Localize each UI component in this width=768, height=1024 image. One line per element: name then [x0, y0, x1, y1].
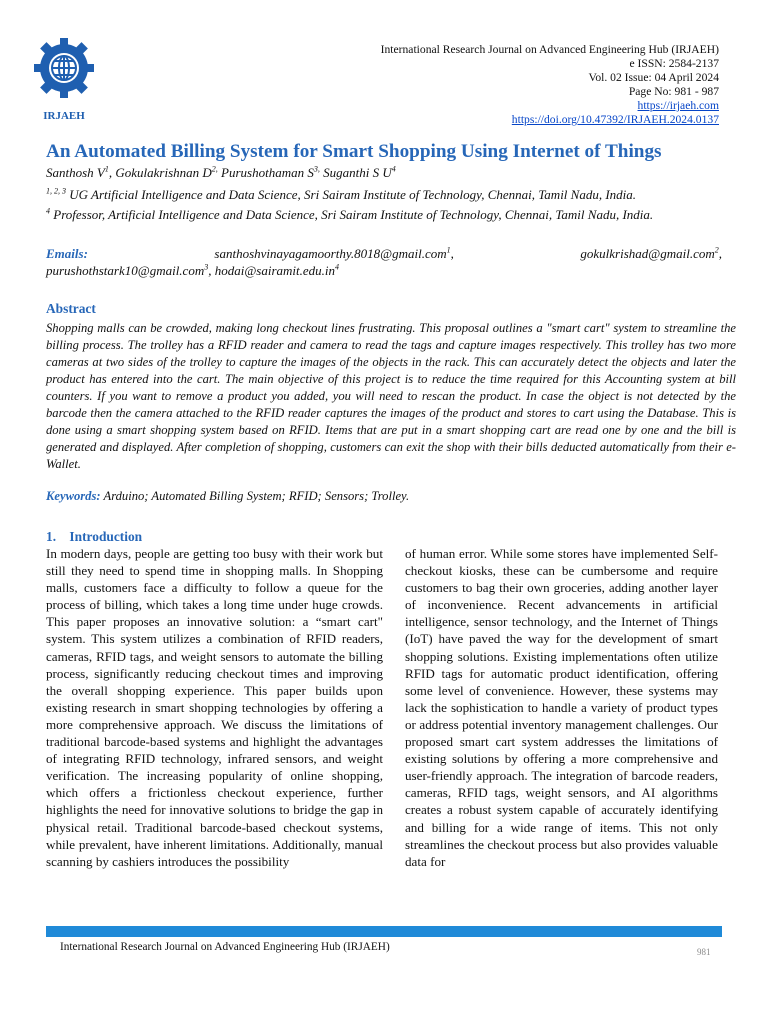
email-address[interactable]: santhoshvinayagamoorthy.8018@gmail.com: [214, 246, 447, 261]
email-sup: 1: [446, 245, 451, 255]
doi-link[interactable]: https://doi.org/10.47392/IRJAEH.2024.0137: [511, 113, 719, 126]
author-sup: 1: [104, 164, 109, 174]
author-sup: 3,: [313, 164, 320, 174]
email-sup: 2: [714, 245, 719, 255]
email-separator: ,: [208, 263, 215, 278]
emails-line: [46, 246, 722, 262]
logo-text: IRJAEH: [43, 110, 85, 122]
introduction-heading: 1. Introduction: [46, 529, 143, 544]
abstract-text: Shopping malls can be crowded, making long checkout lines frustrating. This proposal outlines a "smart cart" system to streamline the billing process. The trolley has a RFID reader and camera to read the tags and capture images respectively. This trolley has two more cameras at two sides of the trolley to capture the images of the objects in the rack. This can accurately detect the objects and later the product has entered into the cart. The main objective of this project is to reduce the time required for this Accounting system at bill counters. If you want to remove a product you added, you will need to rescan the product. In case the object is not detected by the barcode then the camera attached to the RFID reader captures the images of the product and stores to cart using the Database. This is done using a smart shopping system based on RFID. Items that are put in a smart shopping cart are read one by one and the bill is generated and displayed. After completion of shopping, customers can exit the shop with their bills deducted automatically from their e-Wallet.: [46, 321, 736, 471]
paper-title: An Automated Billing System for Smart Shopping Using Internet of Things: [46, 141, 662, 162]
author-list: [46, 165, 722, 181]
email-address[interactable]: purushothstark10@gmail.com: [46, 263, 205, 278]
affiliation-text: Professor, Artificial Intelligence and Data Science, Sri Sairam Institute of Technology, Chennai, Tamil Nadu, India.: [50, 207, 654, 222]
author-sup: 4: [391, 164, 396, 174]
email-sup: 4: [335, 262, 340, 272]
introduction-right-column: of human error. While some stores have implemented Self-checkout kiosks, these can be cumbersome and require customers to bag their own groceries, adding another layer of inconvenience. Recent advancements in artificial intelligence, sensor technology, and the Internet of Things (IoT) have paved the way for the development of smart shopping solutions. Existing implementations often utilize RFID tags for automatic product identification, offering some level of convenience. However, these systems may lack the sophistication to handle a variety of product types or address potential inventory management challenges. Our proposed smart cart system addresses the limitations of existing solutions by offering a more comprehensive and user-friendly approach. The integration of barcode readers, cameras, RFID tags, weight sensors, and AI algorithms creates a robust system capable of accurately identifying and billing for a wide range of items. This not only streamlines the checkout process but also provides valuable data for: [405, 546, 718, 869]
email-separator: ,: [718, 246, 723, 261]
affiliation-sup: 4: [46, 206, 50, 216]
journal-logo: [34, 36, 114, 126]
author-name: Suganthi S U: [319, 165, 392, 180]
keywords-label: Keywords:: [46, 489, 101, 503]
author-sup: 2,: [211, 164, 218, 174]
page-number: 981: [697, 947, 711, 957]
introduction-left-column: In modern days, people are getting too busy with their work but still they need to spend time in shopping malls. In Shopping malls, customers face a difficulty to follow a queue for the process of billing, which takes a long time under huge crowds. This paper proposes an innovative solution: a “smart cart" system. This system utilizes a combination of RFID readers, cameras, RFID tags, and weight sensors to automate the billing process, significantly reducing checkout times and improving the overall shopping experience. This paper builds upon existing research in smart shopping technologies by offering a more comprehensive approach. We discuss the limitations of traditional barcode-based systems and highlight the advantages of integrating RFID technology, infrared sensors, and weight verification. The increasing popularity of online shopping, which offers a frictionless checkout experience, further highlights the need for innovative solutions to bridge the gap in physical retail. Traditional barcode-based checkout systems, while prevalent, have inherent limitations. Additionally, manual scanning by cashiers introduces the possibility: [46, 546, 383, 869]
journal-info: [381, 43, 719, 127]
affiliation-sup: 1, 2, 3: [46, 186, 66, 196]
page-range: Page No: 981 - 987: [628, 85, 719, 98]
footer-bar: [46, 926, 722, 937]
volume-issue: Vol. 02 Issue: 04 April 2024: [588, 71, 719, 84]
issn: e ISSN: 2584-2137: [629, 57, 719, 70]
footer-journal-name: International Research Journal on Advanced Engineering Hub (IRJAEH): [60, 941, 390, 953]
email-sup: 3: [204, 262, 209, 272]
author-name: Purushothaman S: [217, 165, 314, 180]
email-address[interactable]: hodai@sairamit.edu.in: [214, 263, 336, 278]
globe-gear-icon: [34, 36, 94, 108]
journal-name: International Research Journal on Advanced Engineering Hub (IRJAEH): [380, 43, 719, 56]
keywords-line: [46, 489, 736, 504]
email-separator: ,: [450, 246, 454, 261]
website-link[interactable]: https://irjaeh.com: [637, 99, 719, 112]
keywords-text: Arduino; Automated Billing System; RFID; Sensors; Trolley.: [100, 489, 410, 503]
author-name: Santhosh V: [46, 165, 105, 180]
affiliation-students: [46, 187, 722, 203]
email-address[interactable]: gokulkrishad@gmail.com: [580, 246, 715, 261]
affiliation-text: UG Artificial Intelligence and Data Science, Sri Sairam Institute of Technology, Chennai, Tamil Nadu, India.: [66, 187, 637, 202]
affiliation-professor: [46, 207, 722, 223]
abstract-heading: Abstract: [46, 301, 96, 316]
emails-label: Emails:: [46, 246, 88, 261]
author-name: , Gokulakrishnan D: [108, 165, 212, 180]
emails-line-2: [46, 263, 722, 279]
